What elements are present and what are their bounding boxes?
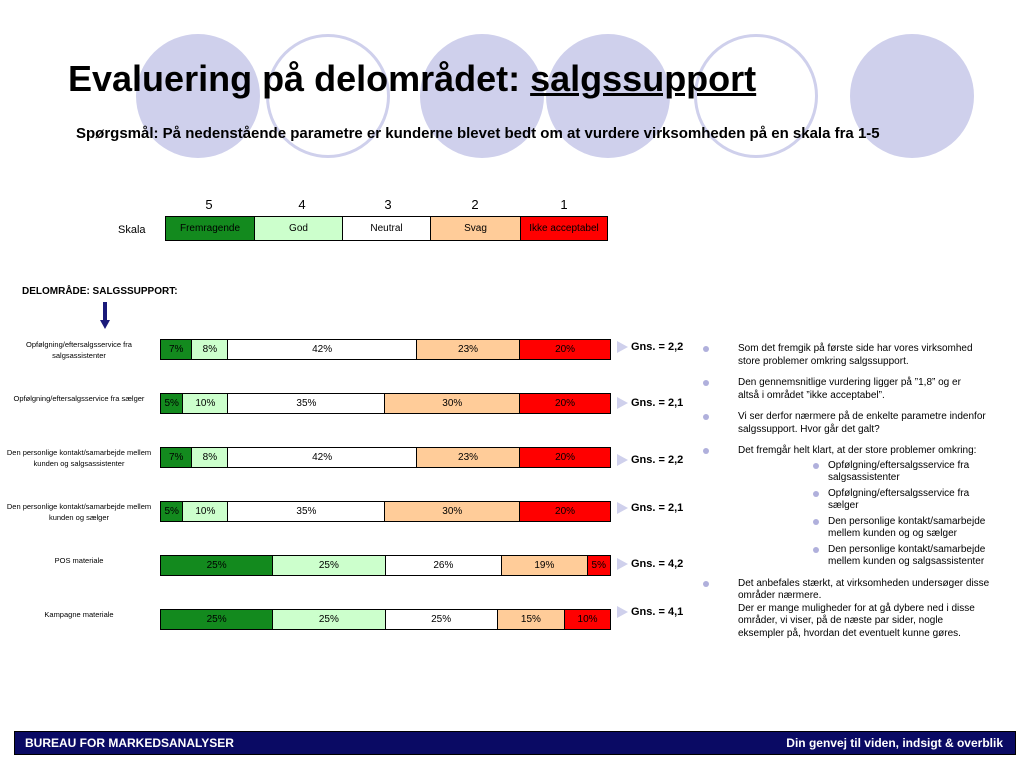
note-line: salgssupport. Hvor går det galt? bbox=[738, 423, 880, 435]
row-label: Opfølgning/eftersalgsservice fra sælger bbox=[13, 393, 145, 403]
note-line: Der er mange muligheder for at gå dybere ned i disse bbox=[738, 602, 975, 614]
bar-segment: 15% bbox=[498, 610, 565, 629]
average-label bbox=[617, 502, 683, 514]
triangle-pointer-icon bbox=[617, 341, 628, 353]
note-bullet bbox=[700, 411, 1024, 436]
note-sublist bbox=[738, 460, 1024, 569]
note-line: store problemer omkring salgssupport. bbox=[738, 355, 909, 367]
bar-segment: 25% bbox=[161, 556, 273, 575]
bar-segment: 8% bbox=[192, 448, 228, 467]
note-sub-bullet bbox=[738, 460, 1024, 485]
scale-god: God bbox=[255, 217, 343, 240]
bar-segment: 20% bbox=[520, 394, 610, 413]
scale-fremragende: Fremragende bbox=[166, 217, 255, 240]
average-text: Gns. = 4,2 bbox=[631, 558, 684, 570]
note-line: Vi ser derfor nærmere på de enkelte parametre indenfor bbox=[738, 411, 986, 422]
bar-segment: 30% bbox=[385, 394, 520, 413]
note-line: områder nærmere. bbox=[738, 590, 822, 601]
title-underlined: salgssupport bbox=[530, 58, 757, 99]
average-text: Gns. = 2,1 bbox=[631, 502, 684, 514]
note-line: områder, vi viser, på de næste par sider, nogle bbox=[738, 615, 944, 626]
scale-svag: Svag bbox=[431, 217, 521, 240]
note-bullet bbox=[700, 445, 1024, 569]
bar-segment: 30% bbox=[385, 502, 520, 521]
note-line: sælger bbox=[828, 500, 859, 511]
stacked-bar bbox=[160, 501, 611, 522]
note-line: Det fremgår helt klart, at der store problemer omkring: bbox=[738, 445, 977, 456]
row-label: Den personlige kontakt/samarbejde mellem kunden og sælger bbox=[6, 501, 152, 522]
average-text: Gns. = 2,2 bbox=[631, 454, 684, 466]
page-title bbox=[68, 58, 756, 100]
average-label bbox=[617, 341, 683, 353]
bar-segment: 25% bbox=[161, 610, 273, 629]
row-label: Den personlige kontakt/samarbejde mellem kunden og salgsassistenter bbox=[6, 447, 152, 468]
bar-segment: 35% bbox=[228, 394, 385, 413]
note-line: Opfølgning/eftersalgsservice fra bbox=[828, 459, 970, 471]
average-label bbox=[617, 397, 683, 409]
note-bullet bbox=[700, 343, 1024, 368]
bar-segment: 23% bbox=[417, 448, 520, 467]
bar-segment: 10% bbox=[183, 394, 228, 413]
note-line: eksempler på, hvordan det eventuelt kunne gøres. bbox=[738, 627, 961, 639]
row-label: Opfølgning/eftersalgsservice fra salgsassistenter bbox=[26, 339, 132, 360]
bar-segment: 25% bbox=[386, 610, 498, 629]
average-text: Gns. = 2,1 bbox=[631, 397, 684, 409]
note-line: Den personlige kontakt/samarbejde bbox=[828, 543, 986, 555]
scale-number-2: 2 bbox=[471, 197, 479, 212]
note-line: Den personlige kontakt/samarbejde bbox=[828, 515, 986, 527]
bar-segment: 19% bbox=[502, 556, 587, 575]
bar-segment: 20% bbox=[520, 340, 610, 359]
stacked-bar bbox=[160, 609, 611, 630]
bar-segment: 7% bbox=[161, 448, 192, 467]
bar-segment: 5% bbox=[161, 502, 183, 521]
stacked-bar bbox=[160, 393, 611, 414]
bar-segment: 26% bbox=[386, 556, 503, 575]
footer-left: BUREAU FOR MARKEDSANALYSER bbox=[25, 736, 234, 750]
note-line: Det anbefales stærkt, at virksomheden undersøger disse bbox=[738, 577, 990, 589]
note-bullet bbox=[700, 377, 1024, 402]
note-sub-bullet bbox=[738, 488, 1024, 513]
notes-panel bbox=[700, 343, 1024, 649]
chart-title: DELOMRÅDE: SALGSSUPPORT: bbox=[22, 286, 178, 297]
stacked-bar bbox=[160, 555, 611, 576]
note-line: altså i området ”ikke acceptabel”. bbox=[738, 389, 885, 401]
average-text: Gns. = 2,2 bbox=[631, 341, 684, 353]
bar-segment: 35% bbox=[228, 502, 385, 521]
bar-segment: 42% bbox=[228, 340, 417, 359]
average-label bbox=[617, 606, 683, 618]
stacked-bar bbox=[160, 447, 611, 468]
scale-number-1: 1 bbox=[560, 197, 568, 212]
bar-segment: 7% bbox=[161, 340, 192, 359]
note-line: mellem kunden og og sælger bbox=[828, 528, 957, 539]
triangle-pointer-icon bbox=[617, 454, 628, 466]
triangle-pointer-icon bbox=[617, 502, 628, 514]
bar-segment: 25% bbox=[273, 556, 385, 575]
triangle-pointer-icon bbox=[617, 606, 628, 618]
note-line: Den gennemsnitlige vurdering ligger på ”1,8” og er bbox=[738, 377, 961, 388]
footer-right: Din genvej til viden, indsigt & overblik bbox=[786, 736, 1003, 750]
bar-segment: 8% bbox=[192, 340, 228, 359]
average-label bbox=[617, 558, 683, 570]
row-label: POS materiale bbox=[54, 555, 104, 565]
scale-number-3: 3 bbox=[384, 197, 392, 212]
scale-ikke-acceptabel: Ikke acceptabel bbox=[521, 217, 607, 240]
note-bullet bbox=[700, 578, 1024, 641]
bar-segment: 10% bbox=[565, 610, 610, 629]
bar-segment: 5% bbox=[161, 394, 183, 413]
bar-segment: 25% bbox=[273, 610, 385, 629]
stacked-bar bbox=[160, 339, 611, 360]
bar-segment: 20% bbox=[520, 448, 610, 467]
note-line: Som det fremgik på første side har vores virksomhed bbox=[738, 343, 973, 354]
average-text: Gns. = 4,1 bbox=[631, 606, 684, 618]
triangle-pointer-icon bbox=[617, 558, 628, 570]
bar-segment: 10% bbox=[183, 502, 228, 521]
bar-segment: 23% bbox=[417, 340, 520, 359]
scale-label: Skala bbox=[118, 224, 146, 236]
note-sub-bullet bbox=[738, 544, 1024, 569]
scale-number-5: 5 bbox=[205, 197, 213, 212]
scale-number-4: 4 bbox=[298, 197, 306, 212]
down-arrow-icon bbox=[100, 302, 110, 329]
page-subtitle: Spørgsmål: På nedenstående parametre er kunderne blevet bedt om at vurdere virksomheden på en skala fra 1-5 bbox=[76, 125, 880, 142]
note-line: salgsassistenter bbox=[828, 472, 900, 483]
note-line: mellem kunden og salgsassistenter bbox=[828, 556, 985, 567]
bar-segment: 5% bbox=[588, 556, 610, 575]
scale-neutral: Neutral bbox=[343, 217, 431, 240]
note-sub-bullet bbox=[738, 516, 1024, 541]
notes-list bbox=[700, 343, 1024, 640]
bar-segment: 42% bbox=[228, 448, 417, 467]
scale-legend bbox=[165, 216, 608, 241]
footer-bar bbox=[14, 731, 1016, 755]
note-line: Opfølgning/eftersalgsservice fra bbox=[828, 487, 970, 499]
title-main: Evaluering på delområdet: bbox=[68, 58, 531, 99]
average-label bbox=[617, 454, 683, 466]
bar-segment: 20% bbox=[520, 502, 610, 521]
triangle-pointer-icon bbox=[617, 397, 628, 409]
row-label: Kampagne materiale bbox=[44, 609, 114, 619]
